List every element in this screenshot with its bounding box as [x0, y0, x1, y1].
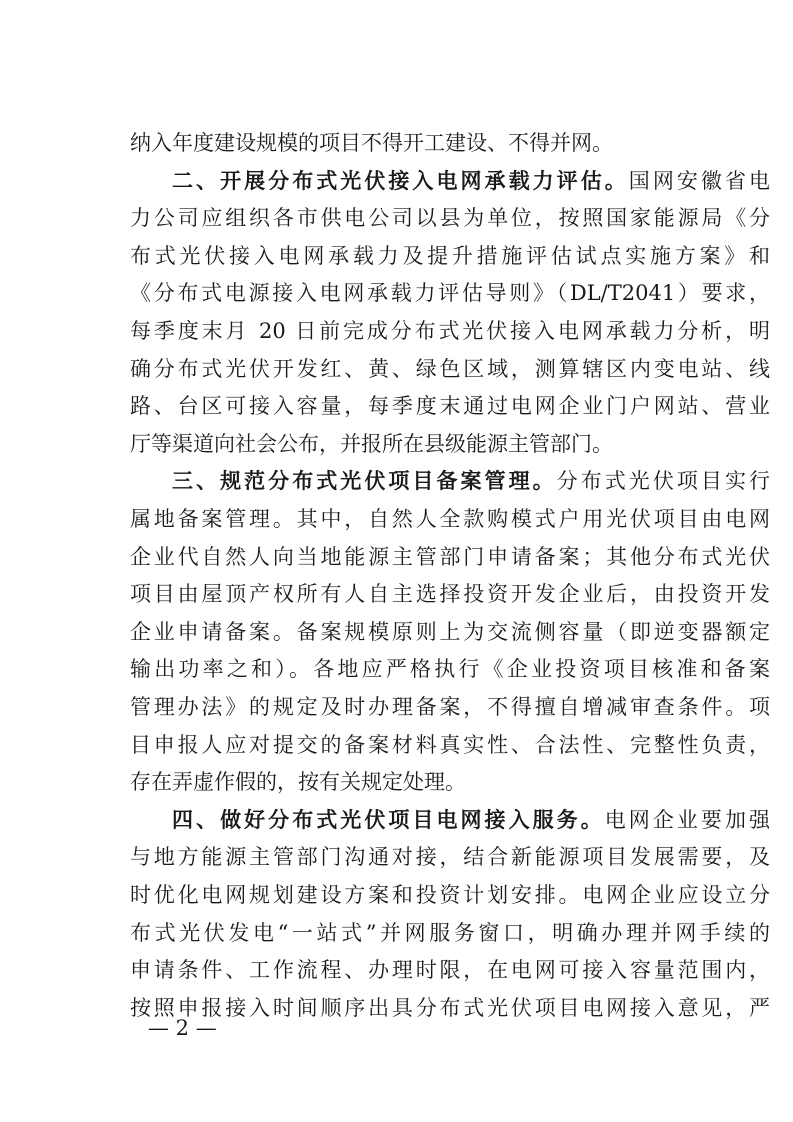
text-line: 目申报人应对提交的备案材料真实性、合法性、完整性负责， [130, 732, 770, 757]
text-line: 厅等渠道向社会公布，并报所在县级能源主管部门。 [130, 431, 613, 456]
text-line: 与地方能源主管部门沟通对接，结合新能源项目发展需要，及 [130, 845, 770, 870]
text-line: 力公司应组织各市供电公司以县为单位，按照国家能源局《分 [130, 206, 770, 231]
section-heading: 四、做好分布式光伏项目电网接入服务。 [172, 807, 605, 832]
text-line: 属地备案管理。其中，自然人全款购模式户用光伏项目由电网 [130, 507, 770, 531]
section-heading: 三、规范分布式光伏项目备案管理。 [172, 469, 557, 494]
section-first-line: 二、开展分布式光伏接入电网承载力评估。国网安徽省电 [172, 168, 771, 193]
text-line: 存在弄虚作假的，按有关规定处理。 [130, 770, 466, 795]
text-line: 纳入年度建设规模的项目不得开工建设、不得并网。 [130, 131, 613, 155]
text-line: 确分布式光伏开发红、黄、绿色区域，测算辖区内变电站、线 [130, 356, 770, 381]
text-line: 企业代自然人向当地能源主管部门申请备案；其他分布式光伏 [130, 544, 770, 569]
text-line: 《分布式电源接入电网承载力评估导则》（DL/T2041）要求， [130, 281, 770, 306]
text-line: 管理办法》的规定及时办理备案，不得擅自增减审查条件。项 [130, 695, 770, 719]
text-line: 布式光伏接入电网承载力及提升措施评估试点实施方案》和 [130, 243, 770, 268]
text-line: 输出功率之和）。各地应严格执行《企业投资项目核准和备案 [130, 657, 770, 682]
text-line: 路、台区可接入容量，每季度末通过电网企业门户网站、营业 [130, 394, 770, 419]
section-heading: 二、开展分布式光伏接入电网承载力评估。 [172, 168, 629, 193]
text-line: 按照申报接入时间顺序出具分布式光伏项目电网接入意见，严 [130, 995, 770, 1020]
section-first-line: 三、规范分布式光伏项目备案管理。分布式光伏项目实行 [172, 469, 771, 494]
section-first-line: 四、做好分布式光伏项目电网接入服务。电网企业要加强 [172, 807, 770, 832]
text-line: 企业申请备案。备案规模原则上为交流侧容量（即逆变器额定 [130, 619, 770, 644]
text-line: 申请条件、工作流程、办理时限，在电网可接入容量范围内， [130, 958, 770, 983]
page-number: — 2 — [148, 1016, 217, 1040]
text-line: 布式光伏发电“一站式”并网服务窗口，明确办理并网手续的 [130, 920, 770, 945]
text-line: 每季度末月 20 日前完成分布式光伏接入电网承载力分析，明 [130, 319, 770, 343]
text-line: 时优化电网规划建设方案和投资计划安排。电网企业应设立分 [130, 883, 770, 907]
text-line: 项目由屋顶产权所有人自主选择投资开发企业后，由投资开发 [130, 582, 770, 607]
